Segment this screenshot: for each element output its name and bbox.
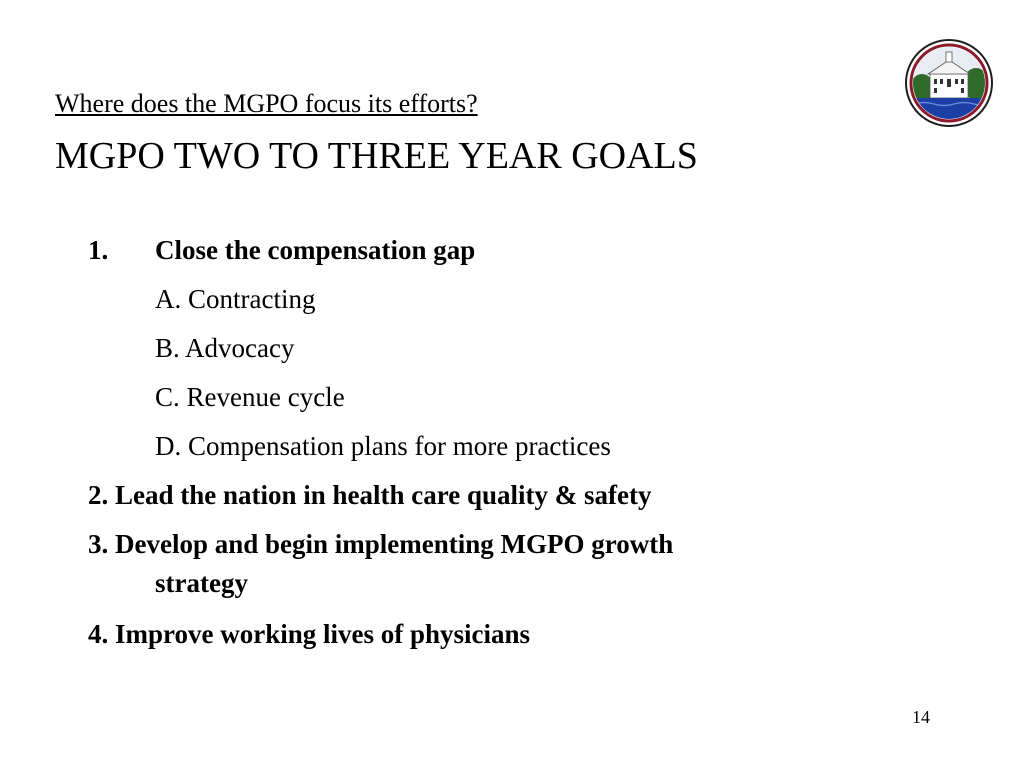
list-item-goal-2 <box>88 475 988 524</box>
list-subitem <box>88 328 988 377</box>
subitem-advocacy: B. Advocacy <box>155 333 295 363</box>
list-subitem <box>88 426 988 475</box>
goals-list <box>88 230 988 663</box>
goal-1-label: Close the compensation gap <box>155 235 476 265</box>
slide-title: MGPO TWO TO THREE YEAR GOALS <box>55 135 698 177</box>
list-item-goal-4 <box>88 614 988 663</box>
slide-subtitle: Where does the MGPO focus its efforts? <box>55 89 478 118</box>
list-subitem <box>88 377 988 426</box>
page-number: 14 <box>912 707 930 727</box>
goal-1-number: 1. <box>88 235 109 265</box>
list-item-goal-3 <box>88 524 988 614</box>
goal-4-text: 4. Improve working lives of physicians <box>88 619 531 649</box>
subitem-revenue-cycle: C. Revenue cycle <box>155 382 345 412</box>
goal-2-text: 2. Lead the nation in health care quality & safety <box>88 480 652 510</box>
goal-3-text-line1: 3. Develop and begin implementing MGPO growth <box>88 529 674 559</box>
list-subitem <box>88 279 988 328</box>
subitem-contracting: A. Contracting <box>155 284 316 314</box>
list-item-goal-1 <box>88 230 988 279</box>
goal-3-text-line2: strategy <box>155 568 248 598</box>
subitem-compensation-plans: D. Compensation plans for more practices <box>155 431 611 461</box>
organization-seal-logo <box>904 38 994 128</box>
